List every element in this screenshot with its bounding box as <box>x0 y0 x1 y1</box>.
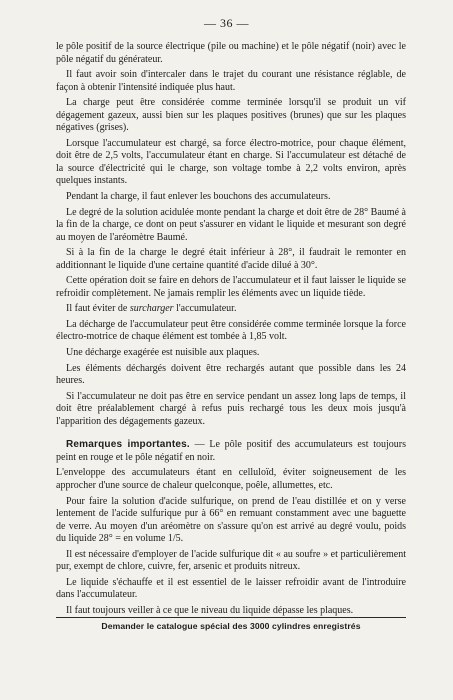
paragraph-acid-purity: Il est nécessaire d'employer de l'acide sulfurique dit « au soufre » et particulièrement pur, exempt de chlore, cuivre, fer, arsenic et produits nitreux. <box>56 548 406 573</box>
page-number: — 36 — <box>204 16 249 30</box>
remarks-title: Remarques importantes. <box>66 439 190 451</box>
remarks-text: — Le pôle positif des accumulateurs est toujours peint en rouge et le pôle négatif en noir. <box>56 439 406 463</box>
paragraph-plugs: Pendant la charge, il faut enlever les bouchons des accumulateurs. <box>66 191 331 203</box>
paragraph-resistance: Il faut avoir soin d'intercaler dans le trajet du courant une résistance réglable, de façon à obtenir l'intensité indiquée plus haut. <box>56 69 406 93</box>
overcharge-after: l'accumulateur. <box>173 303 237 315</box>
paragraph-liquid-level: Il faut toujours veiller à ce que le niveau du liquide dépasse les plaques. <box>66 604 354 616</box>
body-text <box>56 41 406 620</box>
section-spacer <box>56 431 406 439</box>
paragraph-acid-solution: Pour faire la solution d'acide sulfurique, on prend de l'eau distillée et on y verse lentement de l'acide sulfurique pur à 66° en remuant constamment avec une baguette de verre. Au moyen d'un aréomètre on s'assure qu'on est arrivé au degré voulu, poids du liquide 28° = en volume 1/5. <box>56 495 406 545</box>
paragraph-storage: Si l'accumulateur ne doit pas être en service pendant un assez long laps de temps, il doit être préalablement chargé à refus puis rechargé tous les deux mois jusqu'à l'apparition des dégagements gazeux. <box>56 390 406 427</box>
paragraph-liquid-heating: Le liquide s'échauffe et il est essentiel de le laisser refroidir avant de l'introduire dans l'accumulateur. <box>56 576 406 601</box>
overcharge-italic-word: surcharger <box>129 303 174 315</box>
paragraph-celluloid: L'enveloppe des accumulateurs étant en celluloïd, éviter soigneusement de les approcher d'une source de chaleur quelconque, poêle, allumettes, etc. <box>56 467 406 491</box>
paragraph-cooling: Cette opération doit se faire en dehors de l'accumulateur et il faut laisser le liquide se refroidir complètement. Ne jamais remplir les éléments avec un liquide tiède. <box>56 275 406 299</box>
paragraph-overcharge <box>56 303 406 316</box>
paragraph-baume-degree: Le degré de la solution acidulée monte pendant la charge et doit être de 28° Baumé à la fin de la charge, ce dont on peut s'assurer en vidant le liquide et mesurant son degré au moyen de l'aréomètre Baumé. <box>56 206 406 243</box>
paragraph-voltage: Lorsque l'accumulateur est chargé, sa force électro-motrice, pour chaque élément, doit être de 2,5 volts, l'accumulateur étant en charge. Si l'accumulateur est détaché de la source d'électricité qui le charge, son voltage tombe à 2,2 volts environ, après quelques instants. <box>56 137 406 187</box>
paragraph-discharge-complete: La décharge de l'accumulateur peut être considérée comme terminée lorsque la force électro-motrice de chaque élément est tombée à 1,85 volt. <box>56 318 406 343</box>
overcharge-before: Il faut éviter de <box>66 303 130 315</box>
paragraph-continuation: le pôle positif de la source électrique (pile ou machine) et le pôle négatif (noir) avec le pôle négatif du générateur. <box>56 41 406 65</box>
footer-advertisement: Demander le catalogue spécial des 3000 cylindres enregistrés <box>101 621 361 631</box>
paragraph-remarks <box>56 439 406 464</box>
paragraph-charge-complete: La charge peut être considérée comme terminée lorsqu'il se produit un vif dégagement gazeux, aussi bien sur les plaques positives (brunes) que sur les plaques négatives (grises). <box>56 97 406 134</box>
paragraph-recharge-24h: Les éléments déchargés doivent être rechargés autant que possible dans les 24 heures. <box>56 362 406 387</box>
footer-rule <box>56 617 406 618</box>
paragraph-excess-discharge: Une décharge exagérée est nuisible aux plaques. <box>66 347 260 359</box>
paragraph-low-degree: Si à la fin de la charge le degré était inférieur à 28°, il faudrait le remonter en additionnant le liquide d'une certaine quantité d'acide dilué à 30°. <box>56 247 406 271</box>
